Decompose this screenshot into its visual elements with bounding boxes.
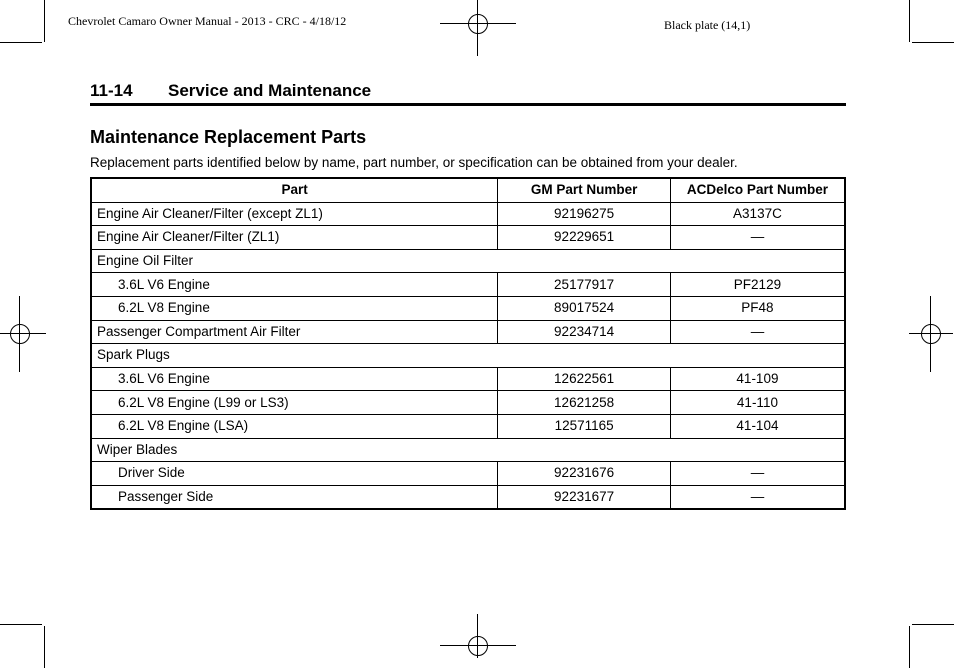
- gm-part-cell: 92229651: [498, 226, 671, 250]
- part-cell: Passenger Side: [91, 485, 498, 509]
- section-title: Service and Maintenance: [168, 81, 372, 100]
- crop-mark: [909, 0, 910, 42]
- part-group-cell: Spark Plugs: [91, 344, 845, 368]
- registration-mark-left: [6, 320, 34, 348]
- table-row: [91, 414, 845, 438]
- table-row: [91, 391, 845, 415]
- page-title: Maintenance Replacement Parts: [90, 127, 367, 147]
- acdelco-part-cell: —: [670, 485, 845, 509]
- acdelco-part-cell: —: [670, 320, 845, 344]
- part-cell: Engine Air Cleaner/Filter (except ZL1): [91, 202, 498, 226]
- table-header-row: [91, 178, 845, 202]
- part-cell: Engine Air Cleaner/Filter (ZL1): [91, 226, 498, 250]
- registration-mark-bottom: [464, 632, 492, 660]
- acdelco-part-cell: —: [670, 462, 845, 486]
- plate-info-right: Black plate (14,1): [664, 18, 751, 32]
- part-cell: 3.6L V6 Engine: [91, 367, 498, 391]
- section-header: [90, 81, 846, 106]
- part-cell: Passenger Compartment Air Filter: [91, 320, 498, 344]
- crop-mark: [44, 0, 45, 42]
- column-header-gm-part-number: GM Part Number: [498, 178, 671, 202]
- table-row: [91, 462, 845, 486]
- table-row: [91, 367, 845, 391]
- plate-info-left: Chevrolet Camaro Owner Manual - 2013 - CRC - 4/18/12: [68, 14, 347, 28]
- part-cell: 6.2L V8 Engine (LSA): [91, 414, 498, 438]
- part-cell: Driver Side: [91, 462, 498, 486]
- crop-mark: [0, 42, 42, 43]
- table-row: [91, 320, 845, 344]
- acdelco-part-cell: 41-110: [670, 391, 845, 415]
- gm-part-cell: 12571165: [498, 414, 671, 438]
- crop-mark: [909, 626, 910, 668]
- part-group-cell: Engine Oil Filter: [91, 249, 845, 273]
- crop-mark: [44, 626, 45, 668]
- gm-part-cell: 12622561: [498, 367, 671, 391]
- page-number: 11-14: [90, 81, 133, 100]
- gm-part-cell: 92234714: [498, 320, 671, 344]
- acdelco-part-cell: PF2129: [670, 273, 845, 297]
- table-row: [91, 485, 845, 509]
- table-group-row: [91, 438, 845, 462]
- table-group-row: [91, 344, 845, 368]
- gm-part-cell: 92196275: [498, 202, 671, 226]
- crop-mark: [912, 624, 954, 625]
- gm-part-cell: 92231677: [498, 485, 671, 509]
- acdelco-part-cell: A3137C: [670, 202, 845, 226]
- crop-mark: [912, 42, 954, 43]
- gm-part-cell: 89017524: [498, 296, 671, 320]
- registration-mark-right: [917, 320, 945, 348]
- acdelco-part-cell: 41-109: [670, 367, 845, 391]
- column-header-acdelco-part-number: ACDelco Part Number: [670, 178, 845, 202]
- acdelco-part-cell: PF48: [670, 296, 845, 320]
- gm-part-cell: 92231676: [498, 462, 671, 486]
- column-header-part: Part: [91, 178, 498, 202]
- table-row: [91, 202, 845, 226]
- table-row: [91, 226, 845, 250]
- parts-table: [90, 177, 846, 510]
- gm-part-cell: 12621258: [498, 391, 671, 415]
- gm-part-cell: 25177917: [498, 273, 671, 297]
- acdelco-part-cell: —: [670, 226, 845, 250]
- table-row: [91, 296, 845, 320]
- crop-mark: [0, 624, 42, 625]
- part-group-cell: Wiper Blades: [91, 438, 845, 462]
- part-cell: 6.2L V8 Engine (L99 or LS3): [91, 391, 498, 415]
- table-group-row: [91, 249, 845, 273]
- part-cell: 3.6L V6 Engine: [91, 273, 498, 297]
- registration-mark-top: [464, 10, 492, 38]
- part-cell: 6.2L V8 Engine: [91, 296, 498, 320]
- intro-paragraph: Replacement parts identified below by name, part number, or specification can be obtained from your dealer.: [90, 155, 738, 170]
- table-row: [91, 273, 845, 297]
- acdelco-part-cell: 41-104: [670, 414, 845, 438]
